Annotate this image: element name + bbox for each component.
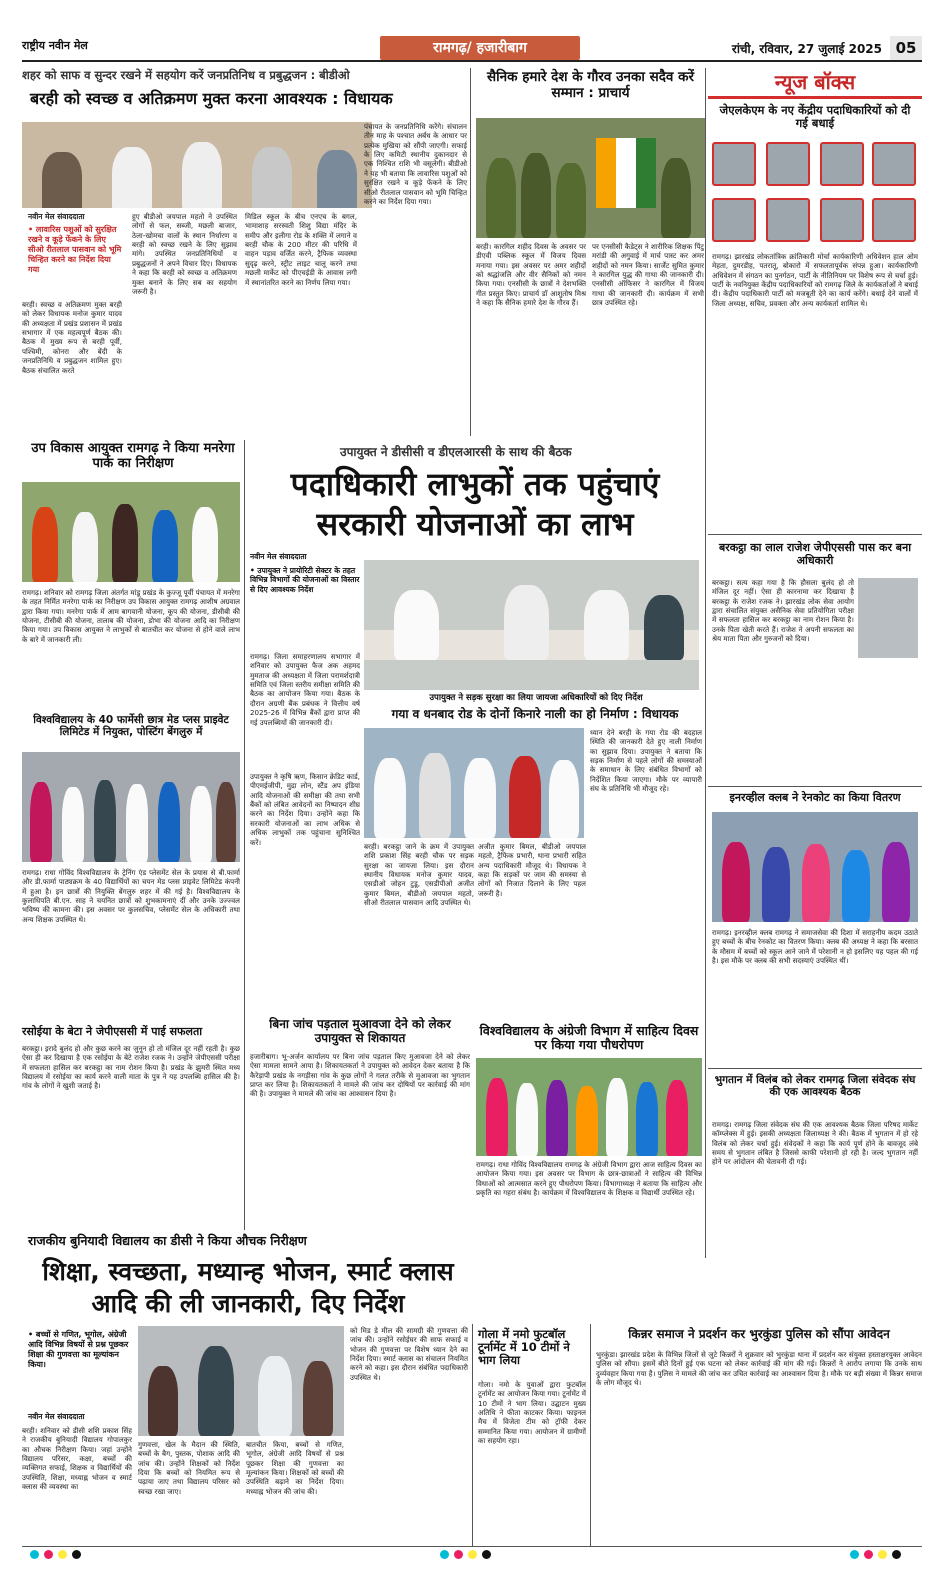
- story1-byline: नवीन मेल संवाददाता: [28, 212, 85, 221]
- story6-photo: [364, 728, 584, 838]
- news-item3-body: रामगढ़। इनरव्हील क्लब रामगढ़ ने समाजसेवा की दिशा में सराहनीय कदम उठाते हुए बच्चों के बीच रेनकोट का वितरण किया। क्लब की अध्यक्ष ने कहा कि बरसात के मौसम में बच्चों को स्कूल आने जाने में परेशानी न हो इसलिए यह पहल की गई है। इस मौके पर क्लब की सभी सदस्याएं उपस्थित थीं।: [712, 928, 918, 966]
- lead-body-col2: उपायुक्त ने कृषि ऋण, किसान क्रेडिट कार्ड, पीएमईजीपी, मुद्रा लोन, स्टैंड अप इंडिया आदि योजनाओं की समीक्षा की तथा सभी बैंकों को लंबित आवेदनों का निष्पादन शीघ्र करने का निर्देश दिया। उन्होंने कहा कि सरकारी योजनाओं का लाभ अधिक से अधिक लाभुकों तक पहुंचाना सुनिश्चित करें।: [250, 772, 360, 847]
- news-item1-headline: जेएलकेएम के नए केंद्रीय पदाधिकारियों को दी गई बधाई: [719, 103, 911, 131]
- divider: [705, 68, 706, 1258]
- story8-body: रामगढ़। राधा गोविंद विश्वविद्यालय रामगढ़ के अंग्रेजी विभाग द्वारा आज साहित्य दिवस का आयोजन किया गया। इस अवसर पर विभाग के छात्र-छात्राओं ने साहित्य की विभिन्न विधाओं को आत्मसात करने हुए पौधरोपण किया। विभागाध्यक्ष ने बताया कि साहित्य और प्रकृति का गहरा संबंध है। कार्यक्रम में विश्वविद्यालय के शिक्षक व विद्यार्थी उपस्थित रहे।: [476, 1160, 702, 1198]
- story11-body: भुरकुंडा। झारखंड प्रदेश के विभिन्न जिलों से जुटे किन्नरों ने शुक्रवार को भुरकुंडा थाना में प्रदर्शन कर संयुक्त हस्ताक्षरयुक्त आवेदन पुलिस को सौंपा। इसमें बीते दिनों हुई एक घटना को लेकर कार्रवाई की मांग की गई। किन्नरों ने आरोप लगाया कि उनके साथ दुर्व्यवहार किया गया है। पुलिस ने मामले की जांच कर उचित कार्रवाई का आश्वासन दिया है। मौके पर बड़ी संख्या में किन्नर समाज के लोग मौजूद थे।: [596, 1350, 922, 1388]
- story9-body-col4: को मिड डे मील की सामग्री की गुणवत्ता की जांच की। उन्होंने रसोईघर की साफ सफाई व भोजन की गुणवत्ता पर विशेष ध्यान देने का निर्देश दिया। स्मार्ट क्लास का संचालन नियमित करने को कहा। इस दौरान संबंधित पदाधिकारी उपस्थित थे।: [350, 1326, 468, 1382]
- news-item3-photo: [712, 812, 918, 922]
- avatar: [766, 198, 810, 242]
- story10-body: गोला। नमो के युवाओं द्वारा फुटबॉल टूर्नामेंट का आयोजन किया गया। टूर्नामेंट में 10 टीमों ने भाग लिया। उद्घाटन मुख्य अतिथि ने फीता काटकर किया। फाइनल मैच में विजेता टीम को ट्रॉफी देकर सम्मानित किया गया। आयोजन में ग्रामीणों का सहयोग रहा।: [478, 1380, 586, 1446]
- story9-byline: नवीन मेल संवाददाता: [28, 1412, 85, 1421]
- lead-byline: नवीन मेल संवाददाता: [250, 552, 307, 561]
- lead-body-col1: रामगढ़। जिला समाहरणालय सभागार में शनिवार को उपायुक्त फैज अक अहमद मुमताज की अध्यक्षता में जिला परामर्शदात्री समिति एवं जिला स्तरीय समीक्षा समिति की बैठक का आयोजन किया गया। बैठक के दौरान अग्रणी बैंक प्रबंधक ने वित्तीय वर्ष 2025-26 में विभिन्न बैंकों द्वारा प्राप्त की गई उपलब्धियों की जानकारी दी।: [250, 652, 360, 727]
- story3-headline: उप विकास आयुक्त रामगढ़ ने किया मनरेगा पार्क का निरीक्षण: [31, 441, 235, 471]
- story11-headline: किन्नर समाज ने प्रदर्शन कर भुरकुंडा पुलिस को सौंपा आवेदन: [628, 1327, 890, 1341]
- story1-photo: [22, 122, 372, 208]
- lead-photo: [364, 560, 699, 690]
- news-boxes: [708, 68, 922, 1268]
- page-number: 05: [890, 36, 922, 60]
- story1-headline: बरही को स्वच्छ व अतिक्रमण मुक्त करना आवश्यक : विधायक: [30, 89, 393, 108]
- story1-body-col1: बरही। स्वच्छ व अतिक्रमण मुक्त बरही को लेकर विधायक मनोज कुमार यादव की अध्यक्षता में प्रखंड प्रशासन में प्रखंड सभागार में एक महत्वपूर्ण बैठक की। बैठक में मुख्य रूप से बरही पूर्वी, पश्चिमी, कोनरा और बेंदी के जनप्रतिनिधि व प्रबुद्धजन शामिल हुए। बैठक संचालित करते: [22, 300, 122, 375]
- avatar: [712, 142, 756, 186]
- avatar: [712, 198, 756, 242]
- story8-photo: [476, 1058, 702, 1156]
- divider: [590, 1324, 591, 1546]
- news-item2-photo: [858, 578, 918, 658]
- story2-body-col2: पर एनसीसी कैडेट्स ने शारीरिक शिक्षक पिंटु मरांडी की अगुवाई में मार्च पास्ट कर अमर शहीदों को नमन किया। सार्जेंट सुमित कुमार ने कारगिल युद्ध की गाथा की जानकारी दी। एनसीसी ऑफिसर ने कारगिल में विजय गाथा की जानकारी दी। कार्यक्रम में सभी छात्र उपस्थित रहे।: [592, 242, 704, 308]
- story5-body: बरकट्ठा। इरादे बुलंद हो और कुछ करने का जुनून हो तो मंजिल दूर नहीं रहती है। कुछ ऐसा ही कर दिखाया है एक रसोईया के बेटे राजेश रजक ने। उन्होंने जेपीएससी परीक्षा में सफलता हासिल कर बरकट्ठा का नाम रोशन किया है। प्रखंड के झुमरी स्थित मध्य विद्यालय में रसोईया का कार्य करने वाली माता के पुत्र ने यह उपलब्धि हासिल की है। गांव के लोगों ने खुशी जताई है।: [22, 1044, 240, 1091]
- news-item2-headline: बरकट्ठा का लाल राजेश जेपीएससी पास कर बना अधिकारी: [718, 541, 912, 567]
- story4-photo: [22, 752, 240, 862]
- news-item1-body: रामगढ़। झारखंड लोकतांत्रिक क्रांतिकारी मोर्चा कार्यकारिणी अधिवेशन हाल ओम मेहता, दुमरडीह, पतरातू, बोकारो में सफलतापूर्वक संपन्न हुआ। कार्यकारिणी अधिवेशन में संगठन का पुनर्गठन, पार्टी के नीतिनियम पर विशेष रूप से चर्चा हुई। पार्टी के नवनियुक्त केंद्रीय पदाधिकारियों को रामगढ़ जिले के कार्यकर्ताओं ने बधाई दी। केंद्रीय पदाधिकारी पार्टी को मजबूती देने का कार्य करेंगे। बधाई देने वालों में जिला अध्यक्ष, सचिव, प्रवक्ता और अन्य कार्यकर्ता शामिल थे।: [712, 252, 918, 308]
- story9-body-col2: गुणवत्ता, खेल के मैदान की स्थिति, बच्चों के बैग, पुस्तक, पोशाक आदि की जांच की। उन्होंने शिक्षकों को निर्देश दिया कि बच्चों को नियमित रूप से पढ़ाया जाए तथा विद्यालय परिसर को स्वच्छ रखा जाए।: [138, 1440, 240, 1496]
- story6-body-col1: बरही। बरकट्ठा जाने के क्रम में उपायुक्त शशि प्रकाश सिंह बरही चौक पर सड़क सुरक्षा का जायजा लिया। इस दौरान स्थानीय विधायक मनोज कुमार यादव, एसडीओ जोहन टुडू, एसडीपीओ अजीत कुमार बिमल, बीडीओ जयपाल महतो, सीओ रीतलाल पासवान आदि उपस्थित थे।: [364, 842, 474, 908]
- story3-body: रामगढ़। शनिवार को रामगढ़ जिला अंतर्गत मांडू प्रखंड के कुज्जू पूर्वी पंचायत में मनरेगा के तहत निर्मित मनरेगा पार्क का निरीक्षण उप विकास आयुक्त रामगढ़ आशीष अग्रवाल द्वारा किया गया। मनरेगा पार्क में आम बागवानी योजना, कूप की योजना, डीसीबी की योजना, टीसीबी की योजना, तालाब की योजना, डोभा की योजना आदि का निरीक्षण किया गया। उप विकास आयुक्त ने लाभुकों से बातचीत कर योजना से होने वाले लाभ के बारे में जानकारी ली।: [22, 588, 240, 644]
- news-item4-headline: भुगतान में विलंब को लेकर रामगढ़ जिला संवेदक संघ की एक आवश्यक बैठक: [714, 1074, 916, 1099]
- lead-photo-caption: उपायुक्त ने सड़क सुरक्षा का लिया जायजा अधिकारियों को दिए निर्देश: [429, 693, 643, 703]
- story6-body-col3: अजीत कुमार बिमल, बीडीओ जयपाल महतो, ट्रैफिक प्रभारी, थाना प्रभारी सहित अन्य पदाधिकारी मौजूद थे। विधायक ने कहा कि सड़कों पर जाम की समस्या से लोगों को निजात दिलाने के लिए पहल जरूरी है।: [478, 842, 586, 898]
- story1-blurb: • लावारिस पशुओं को सुरक्षित रखने व कूड़े फेंकने के लिए सीओ रीतलाल पासवान को भूमि चिन्हित करने का निर्देश दिया गया: [28, 225, 122, 274]
- news-boxes-label: न्यूज बॉक्स: [774, 70, 856, 94]
- story8-headline: विश्वविद्यालय के अंग्रेजी विभाग में साहित्य दिवस पर किया गया पौधरोपण: [479, 1023, 699, 1053]
- avatar: [872, 142, 916, 186]
- lead-kicker: उपायुक्त ने डीसीसी व डीएलआरसी के साथ की बैठक: [340, 445, 572, 459]
- divider: [470, 68, 471, 436]
- story6-body-col2: ध्यान देने बरही के गया रोड की बदहाल स्थिति की जानकारी देते हुए नाली निर्माण का सुझाव दिया। उपायुक्त ने बताया कि सड़क निर्माण से पहले लोगों की समस्याओं के समाधान के लिए संबंधित विभागों को निर्देशित किया जाएगा। मौके पर व्यापारी संघ के प्रतिनिधि भी मौजूद रहे।: [590, 728, 702, 794]
- story9-kicker: राजकीय बुनियादी विद्यालय का डीसी ने किया औचक निरीक्षण: [28, 1233, 307, 1248]
- story4-headline: विश्वविद्यालय के 40 फार्मेसी छात्र मेड प्लस प्राइवेट लिमिटेड में नियुक्त, पोस्टिंग बेंगलुरु में: [33, 714, 229, 739]
- story9-body-col1: बरही। शनिवार को डीसी शशि प्रकाश सिंह ने राजकीय बुनियादी विद्यालय गोपालकुर का औचक निरीक्षण किया। जहां उन्होंने विद्यालय परिसर, कक्षा, बच्चों की व्यक्तिगत सफाई, शिक्षक व विद्यार्थियों की उपस्थिति, शिक्षा, मध्याह्न भोजन व स्मार्ट क्लास की व्यवस्था का: [22, 1426, 132, 1492]
- brand-name: राष्ट्रीय नवीन मेल: [22, 39, 88, 52]
- news-item4-body: रामगढ़। रामगढ़ जिला संवेदक संघ की एक आवश्यक बैठक जिला परिषद मार्केट कॉम्प्लेक्स में हुई। इसकी अध्यक्षता जिलाध्यक्ष ने की। बैठक में भुगतान में हो रहे विलंब को लेकर चर्चा हुई। संवेदकों ने कहा कि कार्य पूर्ण होने के बावजूद लंबे समय से भुगतान लंबित है जिससे काफी परेशानी हो रही है। जल्द भुगतान नहीं होने पर आंदोलन की चेतावनी दी गई।: [712, 1120, 918, 1167]
- section-title: रामगढ़/ हजारीबाग: [380, 36, 580, 60]
- story5-headline: रसोईया के बेटा ने जेपीएससी में पाई सफलता: [22, 1025, 203, 1038]
- story1-body-col4: पंचायत के जनप्रतिनिधि करेंगे। संचालन तीन माह के पश्चात अर्बंध के आधार पर प्रत्येक मुखिया को सौंपी जाएगी। सफाई के लिए कमिटी स्थानीय दुकानदार से एक निश्चित राशि भी वसूलेगी। बीडीओ ने यह भी बताया कि लावारिस पशुओं को सुरक्षित रखने व कूड़े फेंकने के लिए सीओ रीतलाल पासवान को भूमि चिन्हित करने का निर्देश दिया गया।: [364, 122, 467, 206]
- story9-body-col3: बातचीत किया, बच्चों से गणित, भूगोल, अंग्रेजी आदि विषयों से प्रश्न पूछकर शिक्षा की गुणवत्ता का मूल्यांकन किया। शिक्षकों को बच्चों की उपस्थिति बढ़ाने का निर्देश दिया। मध्याह्न भोजन की जांच की।: [246, 1440, 344, 1496]
- story2-headline: सैनिक हमारे देश के गौरव उनका सदैव करें सम्मान : प्राचार्य: [487, 69, 694, 101]
- avatar: [820, 198, 864, 242]
- avatar: [872, 198, 916, 242]
- story6-headline: गया व धनबाद रोड के दोनों किनारे नाली का हो निर्माण : विधायक: [391, 707, 679, 721]
- story9-photo: [138, 1326, 344, 1436]
- story3-photo: [22, 482, 240, 582]
- avatar: [766, 142, 810, 186]
- dateline: रांची, रविवार, 27 जुलाई 2025: [731, 42, 882, 56]
- story9-blurb: • बच्चों से गणित, भूगोल, अंग्रेजी आदि विभिन्न विषयों से प्रश्न पूछकर शिक्षा की गुणवत्ता का मूल्यांकन किया।: [28, 1330, 129, 1369]
- story1-body-col2: हुए बीडीओ जयपाल महतो ने उपस्थित लोगों से फल, सब्जी, मछली बाजार, ठेला-खोमचा वालों के स्थान निर्धारण व बरही को स्वच्छ रखने के लिए सुझाव मांगे। उपस्थित जनप्रतिनिधियों व प्रबुद्धजनों ने अपने विचार दिए। विधायक ने कहा कि बरही को स्वच्छ व अतिक्रमण मुक्त बनाने के लिए सब का सहयोग जरूरी है।: [132, 212, 237, 296]
- story2-photo: [476, 118, 706, 238]
- divider: [244, 440, 245, 1230]
- avatar: [820, 142, 864, 186]
- story7-headline: बिना जांच पड़ताल मुआवजा देने को लेकर उपायुक्त से शिकायत: [269, 1017, 451, 1045]
- story10-headline: गोला में नमो फुटबॉल टूर्नामेंट में 10 टीमों ने भाग लिया: [478, 1327, 570, 1368]
- story7-body: हजारीबाग। भू-अर्जन कार्यालय पर बिना जांच पड़ताल किए मुआवजा देने को लेकर ऐसा मामला सामने आया है। शिकायतकर्ता ने उपायुक्त को आवेदन देकर बताया है कि कैरेड़ापी प्रखंड के नगड़ीसा गांव के कुछ लोगों ने गलत तरीके से मुआवजा का भुगतान प्राप्त कर लिया है। शिकायतकर्ता ने मामले की जांच कर दोषियों पर कार्रवाई की मांग की है। उपायुक्त ने मामले की जांच का आश्वासन दिया है।: [250, 1052, 470, 1099]
- news-item2-body: बरकट्ठा। सत्य कहा गया है कि हौसला बुलंद हो तो मंजिल दूर नहीं। ऐसा ही कारनामा कर दिखाया है बरकट्ठा के राजेश रजक ने। झारखंड लोक सेवा आयोग द्वारा संचालित संयुक्त असैनिक सेवा प्रतियोगिता परीक्षा में सफलता हासिल कर बरकट्ठा का नाम रोशन किया है। उनके पिता खेती करते हैं। राजेश ने अपनी सफलता का श्रेय माता पिता और गुरुजनों को दिया।: [712, 578, 854, 644]
- masthead: [22, 36, 922, 62]
- divider: [472, 1324, 473, 1546]
- story4-body: रामगढ़। राधा गोविंद विश्वविद्यालय के ट्रेनिंग एंड प्लेसमेंट सेल के प्रयास से बी.फार्मा और डी.फार्मा पाठ्यक्रम के 40 विद्यार्थियों का चयन मेड प्लस प्राइवेट लिमिटेड कंपनी में हुआ है। इन छात्रों की नियुक्ति बेंगलुरु शहर में की गई है। विश्वविद्यालय के कुलाधिपति बी.एन. साह ने चयनित छात्रों को शुभकामनाएं दीं और उनके उज्ज्वल भविष्य की कामना की। इस अवसर पर कुलसचिव, प्लेसमेंट सेल के अधिकारी तथा अन्य शिक्षक उपस्थित थे।: [22, 868, 240, 924]
- lead-blurb: • उपायुक्त ने प्रायोरिटी सेक्टर के तहत विभिन्न विभागों की योजनाओं का विस्तार से दिए आवश्यक निर्देश: [250, 566, 360, 594]
- news-item3-headline: इनरव्हील क्लब ने रेनकोट का किया वितरण: [729, 791, 901, 804]
- story1-kicker: शहर को साफ व सुन्दर रखने में सहयोग करें जनप्रतिनिध व प्रबुद्धजन : बीडीओ: [22, 68, 350, 82]
- lead-headline: पदाधिकारी लाभुकों तक पहुंचाएं सरकारी योजनाओं का लाभ: [290, 465, 660, 543]
- story9-headline: शिक्षा, स्वच्छता, मध्यान्ह भोजन, स्मार्ट क्लास आदि की ली जानकारी, दिए निर्देश: [42, 1257, 454, 1318]
- story2-body-col1: बरही। कारगिल शहीद दिवस के अवसर पर डीएवी पब्लिक स्कूल में विजय दिवस मनाया गया। इस अवसर पर अमर शहीदों को श्रद्धांजलि और वीर सैनिकों को नमन किया गया। एनसीसी के छात्रों ने देशभक्ति गीत प्रस्तुत किए। प्राचार्य डॉ आशुतोष मिश्र ने कहा कि सैनिक हमारे देश के गौरव हैं।: [476, 242, 586, 308]
- story1-body-col3: मिडिल स्कूल के बीच एनएच के बगल, भामाशाह सरस्वती शिशु विद्या मंदिर के समीप और इलीगा रोड के शक्ति में लगाने व बरही चौक के 200 मीटर की परिधि में वाहन पड़ाव वर्जित करने, ट्रैफिक व्यवस्था सुदृढ़ करने, स्ट्रीट लाइट चालू करने तथा मछली मार्केट को पीएचईडी के आवास लगी में स्थानांतरित करने का निर्णय लिया गया।: [245, 212, 357, 287]
- divider: [22, 1546, 922, 1547]
